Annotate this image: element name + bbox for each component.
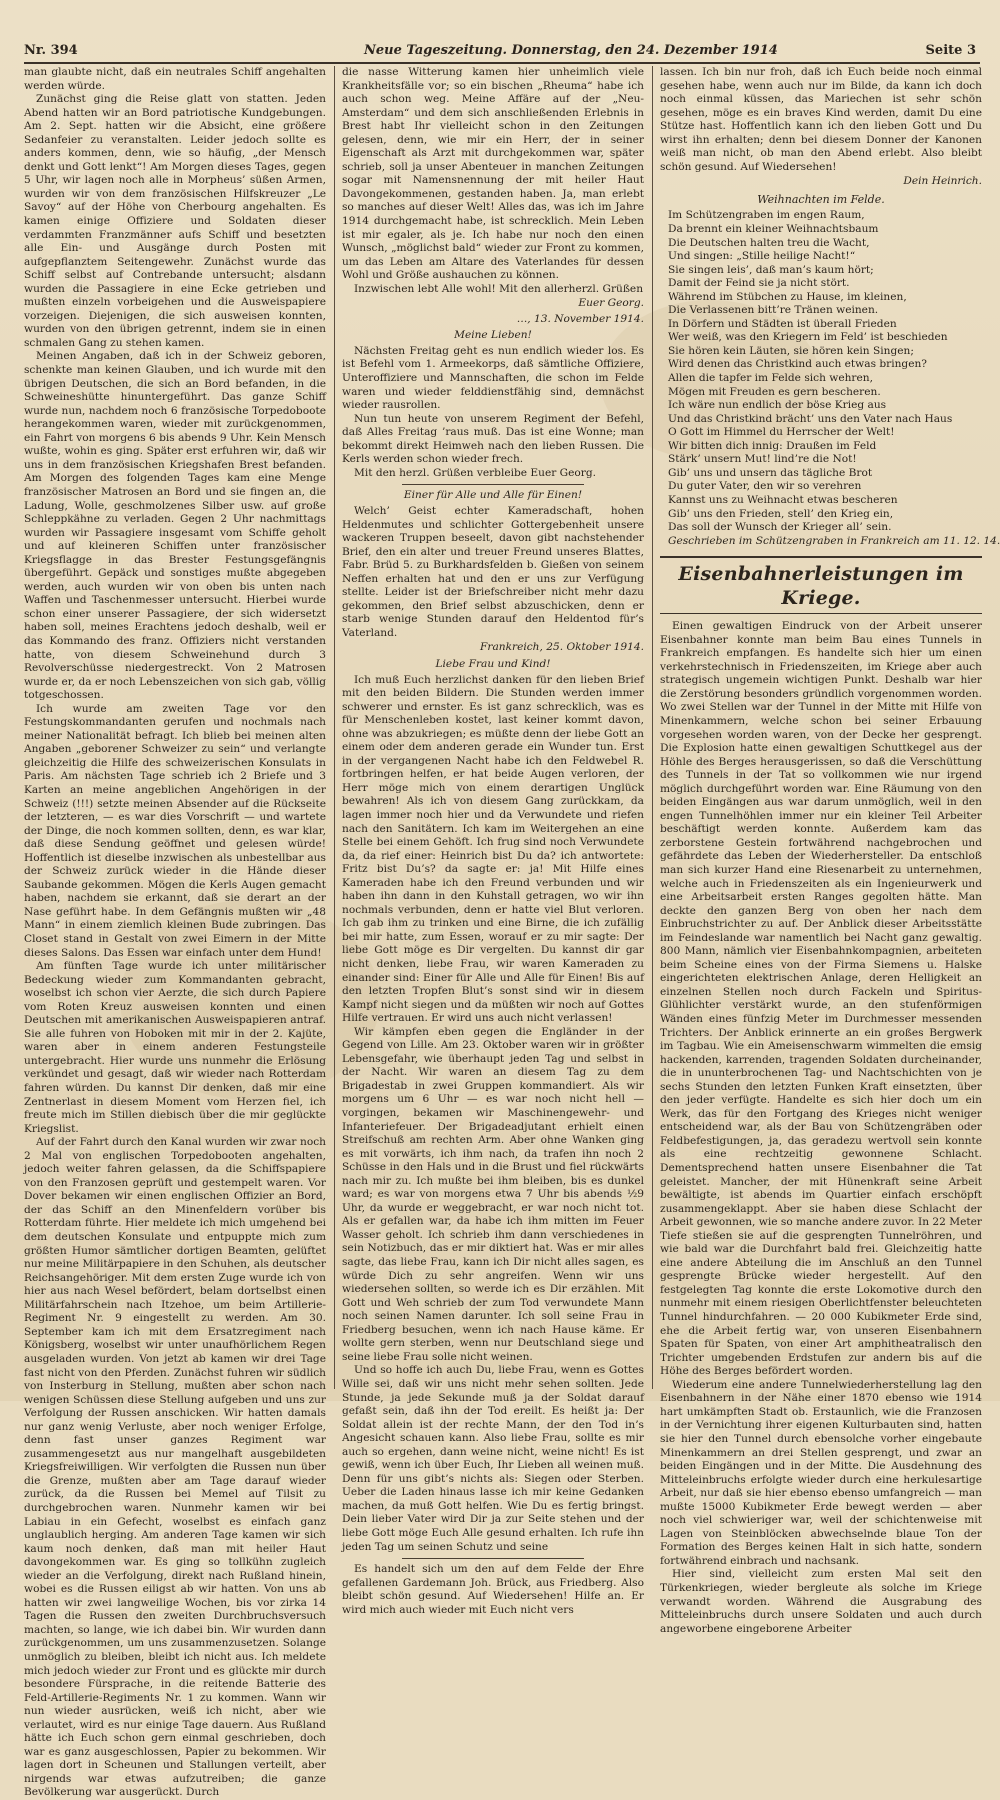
column-1	[24, 66, 326, 1799]
poem-line: In Dörfern und Städten ist überall Frieden	[668, 317, 897, 330]
newspaper-title: Neue Tageszeitung. Donnerstag, den 24. Dezember 1914	[364, 43, 778, 58]
poem-line: Im Schützengraben im engen Raum,	[668, 209, 865, 222]
poem-line: Das soll der Wunsch der Krieger all’ sein.	[668, 521, 892, 534]
poem-line: Während im Stübchen zu Hause, im kleinen,	[668, 290, 907, 303]
column-2	[342, 66, 644, 1616]
letter-date: …, 13. November 1914.	[516, 312, 644, 325]
poem-line: Stärk’ unsern Mut! lind’re die Not!	[668, 453, 857, 466]
poem	[660, 209, 1000, 548]
paragraph: Mit den herzl. Grüßen verbleibe Euer Georg.	[354, 466, 596, 479]
issue-number: Nr. 394	[24, 43, 78, 58]
paragraph: Auf der Fahrt durch den Kanal wurden wir zwar noch 2 Mal von englischen Torpedobooten angehalten, jedoch weiter fahren gelassen, da die Schiffspapiere von den Franzosen geprüft und gestempelt waren. Vor Dover bekamen wir einen englischen Offizier an Bord, der das Schiff an den Minenfeldern vorüber bis Rotterdam führte. Hier meldete ich mich umgehend bei dem deutschen Konsulate und entpuppte mich zum größten Humor sämtlicher dortigen Beamten, gelüftet nur meine Militärpapiere in den Schuhen, als deutscher Reichsangehöriger. Mit dem ersten Zuge wurde ich von hier aus nach Wesel befördert, belam dortselbst einen Militärfahrschein nach Itzehoe, um beim Artillerie-Regiment Nr. 9 eingestellt zu werden. Am 30. September kam ich mit dem Ersatzregiment nach Königsberg, woselbst wir unter unaufhörlichem Regen ausgeladen wurden. Von jetzt ab kamen wir drei Tage fast nicht von den Pferden. Zunächst fuhren wir südlich von Insterburg in Stellung, mußten aber schon nach wenigen Schüssen diese Stellung aufgeben und uns zur Verfolgung der Russen anschicken. Wir hatten damals nur ganz wenig Verluste, aber noch weniger Erfolge, denn fast unser ganzes Regiment war zusammengesetzt aus nur mangelhaft ausgebildeten Kriegsfreiwilligen. Wir verfolgten die Russen nun über die Grenze, mußten aber am Tage darauf wieder zurück, da die Russen bei Memel auf Tilsit zu durchgebrochen waren. Nunmehr kamen wir bei Labiau in ein Gefecht, woselbst es einfach ganz unglaublich herging. Am anderen Tage kamen wir sich kaum noch denken, daß man mit heiler Haut davongekommen war. Es ging so tollkühn zugleich wieder an die Verfolgung, direkt nach Rußland hinein, wobei es die Russen eiligst ab wir hatten. Von uns ab hatten wir zwei langweilige Wochen, bis vor zirka 14 Tagen die Russen den zweiten Durchbruchsversuch machten, so lange, wie ich dabei bin. Wir wurden dann zurückgenommen, um uns zusammenzusetzen. Solange unmöglich zu bleiben, bleibt ich nicht aus. Ich meldete mich jedoch wieder zur Front und es glückte mir durch besondere Fürsprache, in die reitende Batterie des Feld-Artillerie-Regiments Nr. 1 zu kommen. Wann wir nun wieder ausrücken, weiß ich nicht, aber wie verlautet, wird es nur einige Tage dauern. Aus Rußland hätte ich Euch schon gern einmal geschrieben, doch war es ganz ausgeschlossen, Papier zu bekommen. Wir lagen dort in Scheunen und Stallungen verteilt, aber nirgends war etwas aufzutreiben; die ganze Bevölkerung war ausgerückt. Durch	[24, 1136, 326, 1799]
poem-title: Weihnachten im Felde.	[757, 192, 885, 206]
paragraph: Inzwischen lebt Alle wohl! Mit den allerherzl. Grüßen	[354, 282, 644, 295]
poem-line: Sie singen leis’, daß man’s kaum hört;	[668, 263, 874, 276]
paragraph: die nasse Witterung kamen hier unheimlich viele Krankheitsfälle vor; so ein bischen „Rheuma“ habe ich auch schon weg. Meine Affäre auf der „Neu-Amsterdam“ und dem sich anschließenden Erlebnis in Brest habt Ihr vielleicht schon in den Zeitungen gelesen, denn, wie mir ein Herr, der in seiner Eigenschaft als Arzt mit durchgekommen war, später schrieb, soll ja unser Abenteuer in manchen Zeitungen sogar mit Namensnennung der mit heiler Haut Davongekommenen, gestanden haben. Ja, man erlebt so manches auf dieser Welt! Alles das, was ich im Jahre 1914 durchgemacht habe, ist schrecklich. Mein Leben ist mir egaler, als je. Ich habe nur noch den einen Wunsch, „möglichst bald“ wieder zur Front zu kommen, um das Leben am Altare des Vaterlandes für dessen Wohl und Größe aushauchen zu können.	[342, 66, 644, 282]
article-heading: Einer für Alle und Alle für Einen!	[403, 489, 583, 502]
poem-line: Gib’ uns den Frieden, stell’ den Krieg ein,	[668, 507, 894, 520]
paragraph: Und so hoffe ich auch Du, liebe Frau, wenn es Gottes Wille sei, daß wir uns nicht mehr sehen sollten. Jede Stunde, ja jede Sekunde muß ja der Soldat darauf gefaßt sein, daß ihn der Tod ereilt. Es heißt ja: Der Soldat allein ist der rechte Mann, der den Tod in’s Angesicht schauen kann. Also liebe Frau, sollte es mir auch so ergehen, dann weine nicht, weine nicht! Es ist gewiß, wenn ich über Euch, Ihr Lieben all weinen muß. Denn für uns gibt’s nichts als: Siegen oder Sterben. Ueber die Laden hinaus lasse ich mir keine Gedanken machen, da muß Gott helfen. Wie Du es fertig bringst. Dein lieber Vater wird Dir ja zur Seite stehen und der liebe Gott möge Euch Alle gesund erhalten. Ich rufe ihn jeden Tag um seinen Schutz und seine	[342, 1364, 644, 1553]
letter-signature: Euer Georg.	[578, 297, 644, 310]
footnote: Es handelt sich um den auf dem Felde der Ehre gefallenen Gardemann Joh. Brück, aus Friedberg. Also bleibt schön gesund. Auf Wiedersehen! Hilfe an. Er wird mich auch wieder mit Euch nicht vers	[342, 1563, 644, 1616]
letter-salutation: Liebe Frau und Kind!	[435, 657, 551, 670]
paragraph: Ich wurde am zweiten Tage vor den Festungskommandanten gerufen und nochmals nach meiner Nationalität befragt. Ich blieb bei meinen alten Angaben „geborener Schweizer zu sein“ und verlangte gleichzeitig die Hilfe des schweizerischen Konsulats in Paris. Am nächsten Tage schrieb ich 2 Briefe und 3 Karten an meine angeblichen Angehörigen in der Schweiz (!!!) setzte meinen Absender auf die Rückseite der letzteren, — es war dies Vorschrift — und wartete der Dinge, die noch kommen sollten, denn, es war klar, daß diese Sendung geöffnet und gelesen würde! Hoffentlich ist dieselbe inzwischen als unbestellbar aus der Schweiz zurück wieder in die Hände dieser Saubande gekommen. Mögen die Kerls Augen gemacht haben, nachdem sie erkannt, daß sie derart an der Nase geführt habe. In dem Gefängnis mußten wir „48 Mann“ in einem ziemlich kleinen Bude zubringen. Das Closet stand in Gestalt von zwei Eimern in der Mitte dieses Salons. Das Essen war einfach unter dem Hund!	[24, 702, 326, 959]
paragraph: Am fünften Tage wurde ich unter militärischer Bedeckung wieder zum Kommandanten gebracht, woselbst ich schon vier Aerzte, die sich durch Papiere vom Roten Kreuz ausweisen konnten und einen Deutschen mit amerikanischen Ausweispapieren antraf. Sie alle fuhren von Hoboken mit mir in der 2. Kajüte, waren aber in einem anderen Festungsteile untergebracht. Hier wurde uns nunmehr die Erlösung verkündet und gesagt, daß wir wieder nach Rotterdam fahren würden. Du kannst Dir denken, daß mir eine Zentnerlast in diesem Moment vom Herzen fiel, ich freute mich im Stillen diebisch über die mir geglückte Kriegslist.	[24, 960, 326, 1135]
poem-line: Da brennt ein kleiner Weihnachtsbaum	[668, 223, 879, 236]
paragraph: Wir kämpfen eben gegen die Engländer in der Gegend von Lille. Am 23. Oktober waren wir in größter Lebensgefahr, wie überhaupt jeden Tag und selbst in der Nacht. Wir waren an diesem Tag zu dem Brigadestab in zwei Gruppen kommandiert. Als wir morgens um 6 Uhr — es war noch nicht hell — vorgingen, bekamen wir Maschinengewehr- und Infanteriefeuer. Der Brigadeadjutant erhielt einen Streifschuß am rechten Arm. Aber ohne Wanken ging es mit vorwärts, ich ihm nach, da trafen ihn noch 2 Schüsse in den Hals und in die Brust und fiel rückwärts nach mir zu. Ich mußte bei ihm bleiben, bis es dunkel ward; es war von morgens etwa 7 Uhr bis abends ½9 Uhr, da wurde er weggebracht, er war noch nicht tot. Als er gefallen war, da habe ich ihm mitten im Feuer Wasser geholt. Ich schrieb ihm dann verschiedenes in sein Notizbuch, das er mir diktiert hat. Was er mir alles sagte, das liebe Frau, kann ich Dir nicht alles sagen, es würde Dich zu sehr angreifen. Wenn wir uns wiedersehen sollten, so werde ich es Dir erzählen. Mit Gott und Weh schrieb der zum Tod verwundete Mann noch seinen Namen darunter. Ich soll seine Frau in Friedberg besuchen, wenn ich nach Hause käme. Er wollte gern sterben, wenn nur Deutschland siege und seine liebe Frau solle nicht weinen.	[342, 1025, 644, 1363]
poem-line: Wird denen das Christkind auch etwas bringen?	[668, 358, 927, 371]
poem-line: Wir bitten dich innig: Draußen im Feld	[668, 439, 877, 452]
paragraph: Nun tun heute von unserem Regiment der Befehl, daß Alles Freitag ’raus muß. Das ist eine Wonne; man bekommt direkt Heimweh nach den lieben Russen. Die Kerls werden schon wieder frech.	[342, 412, 644, 466]
separator	[402, 1558, 584, 1559]
poem-line: Allen die tapfer im Felde sich wehren,	[668, 372, 873, 385]
paragraph: Hier sind, vielleicht zum ersten Mal seit den Türkenkriegen, wieder bergleute als solche im Kriege verwandt worden. Während die Ausgrabung des Mitteleinbruchs durch unsere Soldaten und auch durch angeworbene eingeborene Arbeiter	[660, 1568, 982, 1635]
poem-line: Wer weiß, was den Kriegern im Feld’ ist beschieden	[668, 331, 948, 344]
paragraph: Ich muß Euch herzlichst danken für den lieben Brief mit den beiden Bildern. Die Stunden werden immer schwerer und ernster. Es ist ganz schrecklich, was es für Menschenleben kostet, last keiner kommt davon, ohne was abzukriegen; es müßte denn der liebe Gott an einem oder dem anderen gerade ein Wunder tun. Erst in der vergangenen Nacht habe ich den Feldwebel R. fortbringen helfen, er hat beide Augen verloren, der Herr möge mich von einem derartigen Unglück bewahren! Als ich von diesem Gang zurückkam, da lagen immer noch hier und da Verwundete und riefen nach den Sanitätern. Ich kam im Weitergehen an eine Stelle bei einem Gehöft. Ich frug sind noch Verwundete da, da rief einer: Heinrich bist Du da? ich antwortete: Fritz bist Du’s? da sagte er: ja! Mit Hilfe eines Kameraden habe ich den Freund verbunden und wir haben ihn dann in den Kuhstall getragen, wo wir ihn nochmals verbunden, denn er hatte viel Blut verloren. Ich gab ihm zu trinken und eine Birne, die ich zufällig bei mir hatte, zum Essen, worauf er zu mir sagte: Der liebe Gott möge es Dir vergelten. Du kannst dir gar nicht denken, liebe Frau, wir waren Kameraden zu einander sind: Einer für Alle und Alle für Einen! Bis auf den letzten Tropfen Blut’s sonst sind wir in diesem Kampf nicht siegen und da müßten wir noch auf Gottes Hilfe vertrauen. Er wird uns auch nicht verlassen!	[342, 673, 644, 1025]
poem-line: Kannst uns zu Weihnacht etwas bescheren	[668, 493, 898, 506]
article-headline: Eisenbahnerleistungen im Kriege.	[660, 556, 982, 614]
poem-line: Mögen mit Freuden es gern bescheren.	[668, 385, 881, 398]
paragraph: Welch’ Geist echter Kameradschaft, hohen Heldenmutes und schlichter Gottergebenheit unsere wackeren Truppen beseelt, davon gibt nachstehender Brief, den ein alter und treuer Freund unseres Blattes, Fabr. Brüd 5. zu Burkhardsfelden b. Gießen von seinem Neffen erhalten hat und den er uns zur Verfügung stellte. Leider ist der Briefschreiber nicht mehr dazu gekommen, den Brief selbst abzuschicken, denn er starb wenige Stunden darauf den Heldentod für’s Vaterland.	[342, 504, 644, 639]
poem-line: Sie hören kein Läuten, sie hören kein Singen;	[668, 344, 914, 357]
paragraph: man glaubte nicht, daß ein neutrales Schiff angehalten werden würde.	[24, 66, 326, 92]
paragraph: Nächsten Freitag geht es nun endlich wieder los. Es ist Befehl vom 1. Armeekorps, daß sämtliche Offiziere, Unteroffiziere und Mannschaften, die schon im Felde waren und wieder felddienstfähig sind, demnächst wieder rausrollen.	[342, 344, 644, 412]
columns	[24, 66, 1000, 1799]
paragraph: Einen gewaltigen Eindruck von der Arbeit unserer Eisenbahner konnte man beim Bau eines Tunnels in Frankreich empfangen. Es handelte sich hier um einen verkehrstechnisch in Friedenszeiten, im Kriege aber auch strategisch ungemein wichtigen Punkt. Deshalb war hier die Zerstörung besonders gründlich vorgenommen worden. Wo zwei Stellen war der Tunnel in der Mitte mit Hilfe von Minenkammern, welche schon bei seiner Erbauung vorgesehen worden waren, von der Decke her gesprengt. Die Explosion hatte einen gewaltigen Schuttkegel aus der Höhle des Berges herausgerissen, so daß die Verschüttung des Tunnels in der Tat so vollkommen wie nur irgend möglich durchgeführt worden war. Eine Räumung von den beiden Eingängen aus war darum unmöglich, weil in den engen Tunnelhöhlen immer nur ein kleiner Teil Arbeiter beschäftigt werden konnte. Außerdem kam das zerborstene Gestein fortwährend nachgebrochen und gefährdete das Leben der Wiederhersteller. Da entschloß man sich kurzer Hand eine Riesenarbeit zu unternehmen, welche auch in Friedenszeiten als ein Ingenieurwerk und eine Arbeitsarbeit ersten Ranges gegolten hätte. Man deckte den ganzen Berg von oben her nach dem Einbruchstrichter zu auf. Der Anblick dieser Arbeitsstätte im Feindeslande war namentlich bei Nacht ganz gewaltig. 800 Mann, nämlich vier Eisenbahnkompagnien, arbeiteten beim Scheine eines von der Firma Siemens u. Halske eingerichteten elektrischen Anlage, deren Helligkeit an einzelnen Stellen noch durch Fackeln und Spiritus-Glühlichter verstärkt wurde, an den stufenförmigen Wänden eines fünfzig Meter im Durchmesser messenden Trichters. Der Anblick erinnerte an ein großes Bergwerk im Tagbau. Wie ein Ameisenschwarm wimmelten die emsig hackenden, karrenden, tragenden Soldaten durcheinander, die in ununterbrochenen Tag- und Nachtschichten von je sechs Stunden den letzten Funken Kraft einsetzten, über den jeder verfügte. Handelte es sich hier doch um ein Werk, das für den Fortgang des Krieges nicht weniger entscheidend war, als der Bau von Schützengräben oder Feldbefestigungen, ja, das geradezu wertvoll sein konnte als eine rechtzeitig gewonnene Schlacht. Dementsprechend hatten unsere Eisenbahner die Tat geleistet. Mancher, der mit Hünenkraft seine Arbeit bewältigte, ist abends im Quartier einfach erschöpft zusammengeklappt. Aber sie haben diese Schlacht der Arbeit gewonnen, wie so manche andere zuvor. In 22 Meter Tiefe stießen sie auf die gesprengten Tunnelröhren, und wie bald war die Durchfahrt bald frei. Gleichzeitig hatte eine andere Abteilung die im Anschluß an den Tunnel gesprengte Brücke wieder hergestellt. Auf den festgelegten Tag konnte die erste Lokomotive durch den nunmehr mit einem riesigen Oberlichtfenster beleuchteten Tunnel hindurchfahren. — 20 000 Kubikmeter Erde sind, ehe die Arbeit fertig war, von unseren Eisenbahnern Spaten für Spaten, von einer Art amphitheatralisch den Trichter umgebenden Erdstufen zur andern bis auf die Höhe des Berges befördert worden.	[660, 620, 982, 1378]
poem-line: Und das Christkind brächt’ uns den Vater nach Haus	[668, 412, 953, 425]
poem-line: Ich wäre nun endlich der böse Krieg aus	[668, 399, 887, 412]
column-rule	[652, 66, 653, 1389]
letter-salutation: Meine Lieben!	[454, 329, 532, 342]
column-3	[660, 66, 1000, 1635]
paragraph: lassen. Ich bin nur froh, daß ich Euch beide noch einmal gesehen habe, wenn auch nur im Bilde, da kann ich doch noch einmal küssen, das Mariechen ist sehr schön gesehen, möge es ein braves Kind werden, damit Du eine Stütze hast. Hoffentlich kann ich den lieben Gott und Du wirst ihn erhalten; denn bei diesem Donner der Kanonen weiß man nicht, ob man den Abend erlebt. Also bleibt schön gesund. Auf Wiedersehen!	[660, 66, 982, 173]
poem-line: Damit der Feind sie ja nicht stört.	[668, 277, 850, 290]
poem-line: Die Deutschen halten treu die Wacht,	[668, 236, 870, 249]
separator	[402, 484, 584, 485]
column-rule	[334, 66, 335, 1389]
poem-line: Die Verlassenen bitt’re Tränen weinen.	[668, 304, 879, 317]
poem-line: Gib’ uns und unsern das tägliche Brot	[668, 466, 873, 479]
paragraph: Wiederum eine andere Tunnelwiederherstellung lag den Eisenbahnern in der Nähe einer 1870 ebenso wie 1914 hart umkämpften Stadt ob. Erstaunlich, wie die Franzosen in der Vernichtung ihrer eigenen Kulturbauten sind, hatten sie hier den Tunnel durch ebensolche vorher eingebaute Minenkammern an drei Stellen gesprengt, und zwar an beiden Eingängen und in der Mitte. Die Ausdehnung des Mitteleinbruchs erfolgte wieder durch eine herkulesartige Arbeit, nur daß sie hier ebenso ebenso umfangreich — man mußte 15000 Kubikmeter Erde bewegt werden — aber noch viel schwieriger war, weil der schichtenweise mit Lagen von Steinblöcken abwechselnde blaue Ton der Formation des Berges keinen Halt in sich hatte, sondern fortwährend einbrach und nachsank.	[660, 1378, 982, 1567]
letter-date: Frankreich, 25. Oktober 1914.	[480, 641, 644, 654]
poem-line: Du guter Vater, den wir so verehren	[668, 480, 862, 493]
masthead	[24, 40, 980, 64]
poem-line: Und singen: „Stille heilige Nacht!“	[668, 250, 856, 263]
paragraph: Zunächst ging die Reise glatt von statten. Jeden Abend hatten wir an Bord patriotische Kundgebungen. Am 2. Sept. hatten wir die Absicht, eine größere Sedanfeier zu veranstalten. Leider jedoch sollte es anders kommen, denn, wie so häufig, „der Mensch denkt und Gott lenkt“! Am Morgen dieses Tages, gegen 5 Uhr, wir lagen noch alle in Morpheus’ süßen Armen, wurden wir von dem französischen Hilfskreuzer „Le Savoy“ auf der Höhe von Cherbourg angehalten. Es kamen einige Offiziere und Soldaten dieser verdammten Franzmänner aufs Schiff und besetzten alle Ein- und Ausgänge durch Posten mit aufgepflanztem Seitengewehr. Zunächst wurde das Schiff selbst auf Contrebande untersucht; alsdann wurden die Passagiere in eine Ecke getrieben und mußten einzeln vorbeigehen und die Ausweispapiere vorzeigen. Diejenigen, die sich ausweisen konnten, wurden von den übrigen getrennt, indem sie in einen schmalen Gang zu stehen kamen.	[24, 93, 326, 349]
paragraph: Meinen Angaben, daß ich in der Schweiz geboren, schenkte man keinen Glauben, und ich wurde mit den übrigen Deutschen, die sich an Bord befanden, in die Schweineshütte hinuntergeführt. Das ganze Schiff wurde nun, nachdem noch 6 französische Torpedoboote herangekommen waren, wieder mit zurückgenommen, ein Fahrt von morgens 6 bis abends 9 Uhr. Kein Mensch wußte, wohin es ging. Später erst erfuhren wir, daß wir uns in dem französischen Kriegshafen Brest befanden. Am Morgen des folgenden Tages kam eine Menge französischer Matrosen an Bord und sie fingen an, die Ladung, Wolle, geschmolzenes Silber usw. auf große Schleppkähne zu verladen. Gegen 2 Uhr nachmittags wurden wir Passagiere insgesamt vom Schiffe geholt und auf kleineren Schiffen unter französischer Kriegsflagge in das Brester Festungsgefängnis übergeführt. Gepäck und sonstiges mußte abgegeben werden, auch wurden wir von oben bis unten nach Waffen und Taschenmesser untersucht. Hierbei wurde schon einer unserer Passagiere, der sich widersetzt haben soll, meines Erachtens jedoch deshalb, weil er das Kommando des franz. Offiziers nicht verstanden hatte, von diesem Schweinehund durch 3 Revolverschüsse niedergestreckt. Von 2 Matrosen wurde er, da er noch Lebenszeichen von sich gab, völlig totgeschossen.	[24, 350, 326, 702]
poem-footer: Geschrieben im Schützengraben in Frankreich am 11. 12. 14.	[668, 534, 1000, 547]
letter-signature: Dein Heinrich.	[903, 175, 982, 188]
page-number: Seite 3	[925, 43, 976, 58]
poem-line: O Gott im Himmel du Herrscher der Welt!	[668, 426, 895, 439]
